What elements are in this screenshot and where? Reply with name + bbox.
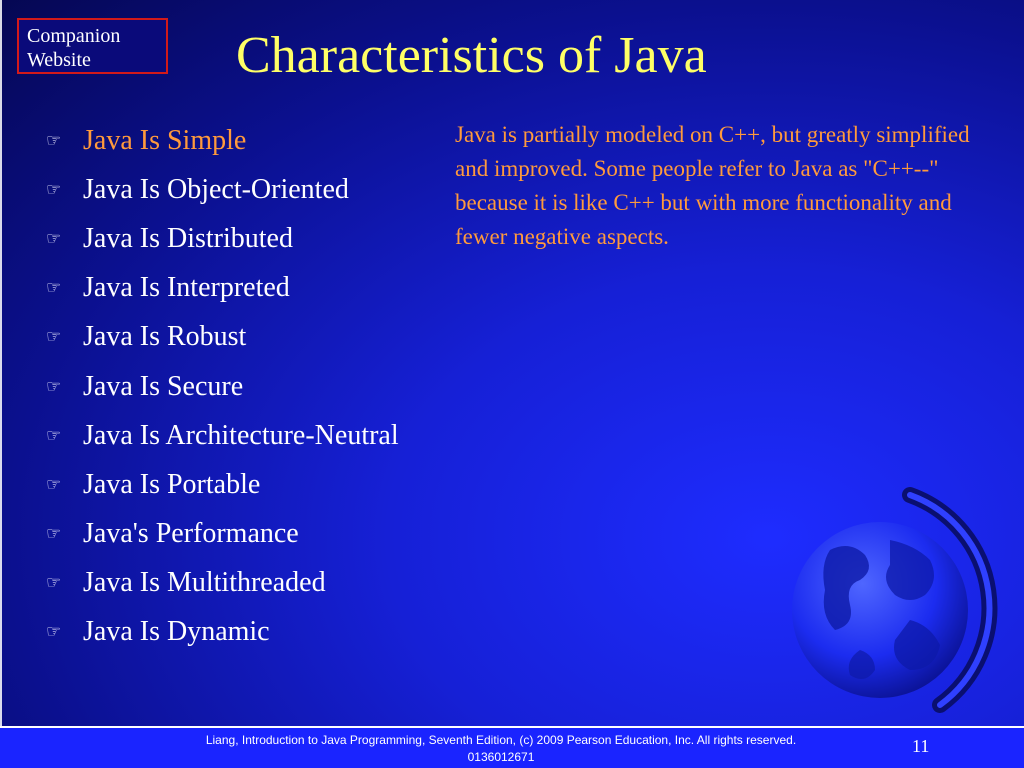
pointing-hand-icon: ☞ xyxy=(46,524,62,544)
bullet-label: Java Is Object-Oriented xyxy=(83,173,349,205)
globe-icon xyxy=(760,470,1010,720)
bullet-item xyxy=(46,460,399,509)
bullet-item xyxy=(46,510,399,559)
companion-line2: Website xyxy=(27,49,91,71)
bullet-label: Java Is Portable xyxy=(83,468,261,500)
pointing-hand-icon: ☞ xyxy=(46,573,62,593)
bullet-item xyxy=(46,313,399,362)
bullet-item xyxy=(46,214,399,263)
characteristics-list xyxy=(46,116,399,657)
pointing-hand-icon: ☞ xyxy=(46,425,62,445)
bullet-item xyxy=(46,116,399,165)
bullet-label: Java Is Architecture-Neutral xyxy=(83,419,399,451)
footer-copyright: Liang, Introduction to Java Programming, Seventh Edition, (c) 2009 Pearson Education, Inc. All rights reserved. 0136012671 xyxy=(205,733,797,764)
bullet-item xyxy=(46,608,399,657)
bullet-label: Java Is Simple xyxy=(83,124,247,156)
bullet-item xyxy=(46,559,399,608)
pointing-hand-icon: ☞ xyxy=(46,474,62,494)
footer-bar xyxy=(0,726,1024,768)
pointing-hand-icon: ☞ xyxy=(46,622,62,642)
companion-line1: Companion xyxy=(27,25,121,47)
bullet-label: Java Is Interpreted xyxy=(83,272,290,304)
bullet-item xyxy=(46,264,399,313)
bullet-item xyxy=(46,411,399,460)
pointing-hand-icon: ☞ xyxy=(46,327,62,347)
pointing-hand-icon: ☞ xyxy=(46,130,62,150)
bullet-label: Java Is Secure xyxy=(83,370,244,402)
bullet-item xyxy=(46,362,399,411)
slide-title: Characteristics of Java xyxy=(236,27,707,84)
bullet-label: Java's Performance xyxy=(83,518,299,550)
bullet-label: Java Is Multithreaded xyxy=(83,567,326,599)
bullet-item xyxy=(46,165,399,214)
page-number: 11 xyxy=(912,736,930,756)
pointing-hand-icon: ☞ xyxy=(46,376,62,396)
bullet-label: Java Is Dynamic xyxy=(83,616,270,648)
pointing-hand-icon: ☞ xyxy=(46,228,62,248)
bullet-label: Java Is Robust xyxy=(83,321,247,353)
bullet-label: Java Is Distributed xyxy=(83,222,293,254)
companion-website-link[interactable] xyxy=(17,18,168,74)
pointing-hand-icon: ☞ xyxy=(46,278,62,298)
pointing-hand-icon: ☞ xyxy=(46,179,62,199)
slide-border xyxy=(0,0,2,768)
explanation-note: Java is partially modeled on C++, but greatly simplified and improved. Some people refer to Java as "C++--" because it is like C++ but with more functionality and fewer negative aspects. xyxy=(455,122,970,249)
